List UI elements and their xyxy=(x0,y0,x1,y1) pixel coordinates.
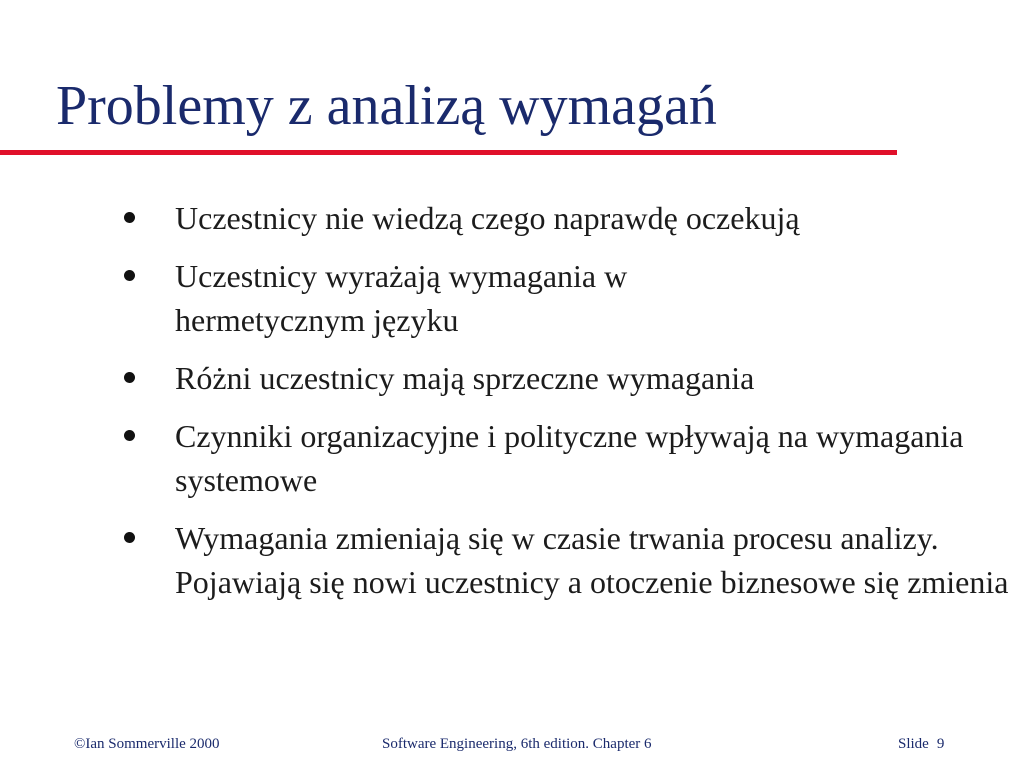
bullet-text: Różni uczestnicy mają sprzeczne wymagania xyxy=(175,360,755,396)
footer-slide-number: 9 xyxy=(936,736,945,752)
bullet-text: Uczestnicy nie wiedzą czego naprawdę oczekują xyxy=(175,200,800,236)
footer-slide-label: Slide xyxy=(898,736,929,752)
bullet-list xyxy=(120,196,1009,618)
slide-footer xyxy=(0,736,1024,760)
title-underline xyxy=(0,150,897,155)
bullet-item xyxy=(120,414,1024,502)
slide-title: Problemy z analizą wymagań xyxy=(56,75,717,137)
footer-slide-indicator xyxy=(898,736,944,753)
bullet-item xyxy=(120,516,1015,604)
bullet-dot-icon xyxy=(124,372,135,383)
bullet-text: Wymagania zmieniają się w czasie trwania procesu analizy. Pojawiają się nowi uczestnicy a otoczenie biznesowe się zmienia xyxy=(175,520,1009,600)
bullet-item xyxy=(120,356,1000,400)
bullet-text: Uczestnicy wyrażają wymagania w hermetycznym języku xyxy=(175,258,628,338)
bullet-dot-icon xyxy=(124,430,135,441)
footer-copyright: ©Ian Sommerville 2000 xyxy=(74,736,220,752)
bullet-item xyxy=(120,196,1000,240)
bullet-dot-icon xyxy=(124,270,135,281)
bullet-item xyxy=(120,254,815,342)
footer-book-title: Software Engineering, 6th edition. Chapter 6 xyxy=(382,736,652,752)
bullet-dot-icon xyxy=(124,212,135,223)
bullet-text: Czynniki organizacyjne i polityczne wpływają na wymagania systemowe xyxy=(175,418,964,498)
bullet-dot-icon xyxy=(124,532,135,543)
